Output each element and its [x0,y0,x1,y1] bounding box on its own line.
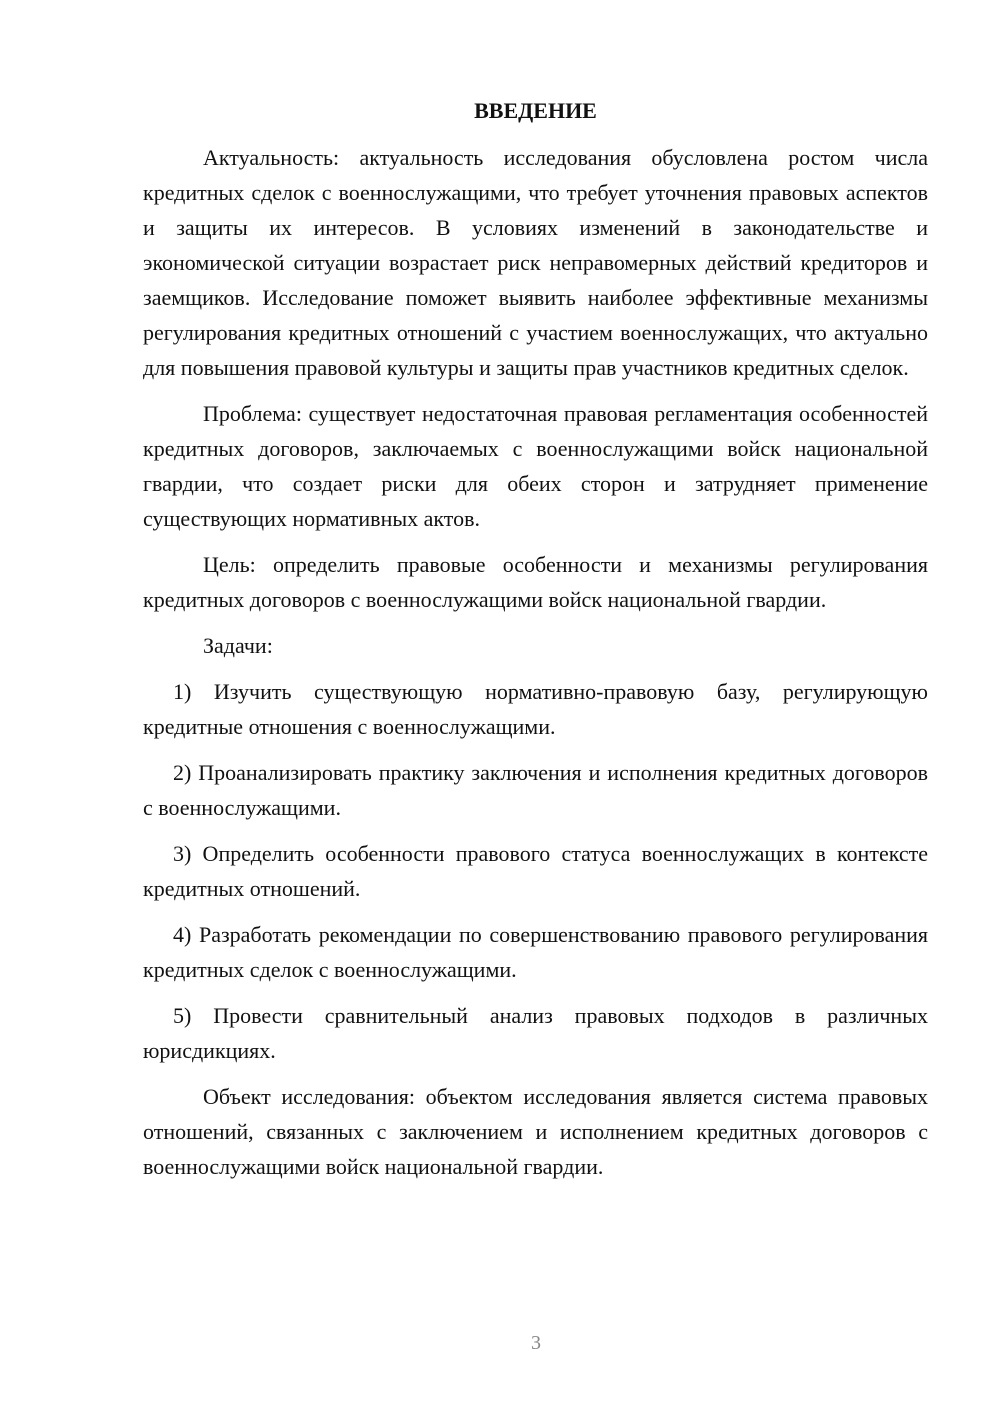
page-number: 3 [531,1332,541,1354]
task-item-5: 5) Провести сравнительный анализ правовых подходов в различных юрисдикциях. [143,1003,928,1063]
task-item-2: 2) Проанализировать практику заключения и исполнения кредитных договоров с военнослужащими. [143,760,928,820]
object-paragraph: Объект исследования: объектом исследования является система правовых отношений, связанных с заключением и исполнением кредитных договоров с военнослужащими войск национальной гвардии. [143,1084,928,1179]
problem-paragraph: Проблема: существует недостаточная правовая регламентация особенностей кредитных договоров, заключаемых с военнослужащими войск национальной гвардии, что создает риски для обеих сторон и затрудняет применение существующих нормативных актов. [143,401,928,531]
goal-paragraph: Цель: определить правовые особенности и механизмы регулирования кредитных договоров с военнослужащими войск национальной гвардии. [143,552,928,612]
tasks-label: Задачи: [203,633,273,658]
task-item-1: 1) Изучить существующую нормативно-правовую базу, регулирующую кредитные отношения с военнослужащими. [143,679,928,739]
section-heading: ВВЕДЕНИЕ [474,98,597,123]
document-page [143,96,928,1195]
relevance-paragraph: Актуальность: актуальность исследования обусловлена ростом числа кредитных сделок с военнослужащими, что требует уточнения правовых аспектов и защиты их интересов. В условиях изменений в законодательстве и экономической ситуации возрастает риск неправомерных действий кредиторов и заемщиков. Исследование поможет выявить наиболее эффективные механизмы регулирования кредитных отношений с участием военнослужащих, что актуально для повышения правовой культуры и защиты прав участников кредитных сделок. [143,145,928,380]
task-item-4: 4) Разработать рекомендации по совершенствованию правового регулирования кредитных сделок с военнослужащими. [143,922,928,982]
task-item-3: 3) Определить особенности правового статуса военнослужащих в контексте кредитных отношений. [143,841,928,901]
